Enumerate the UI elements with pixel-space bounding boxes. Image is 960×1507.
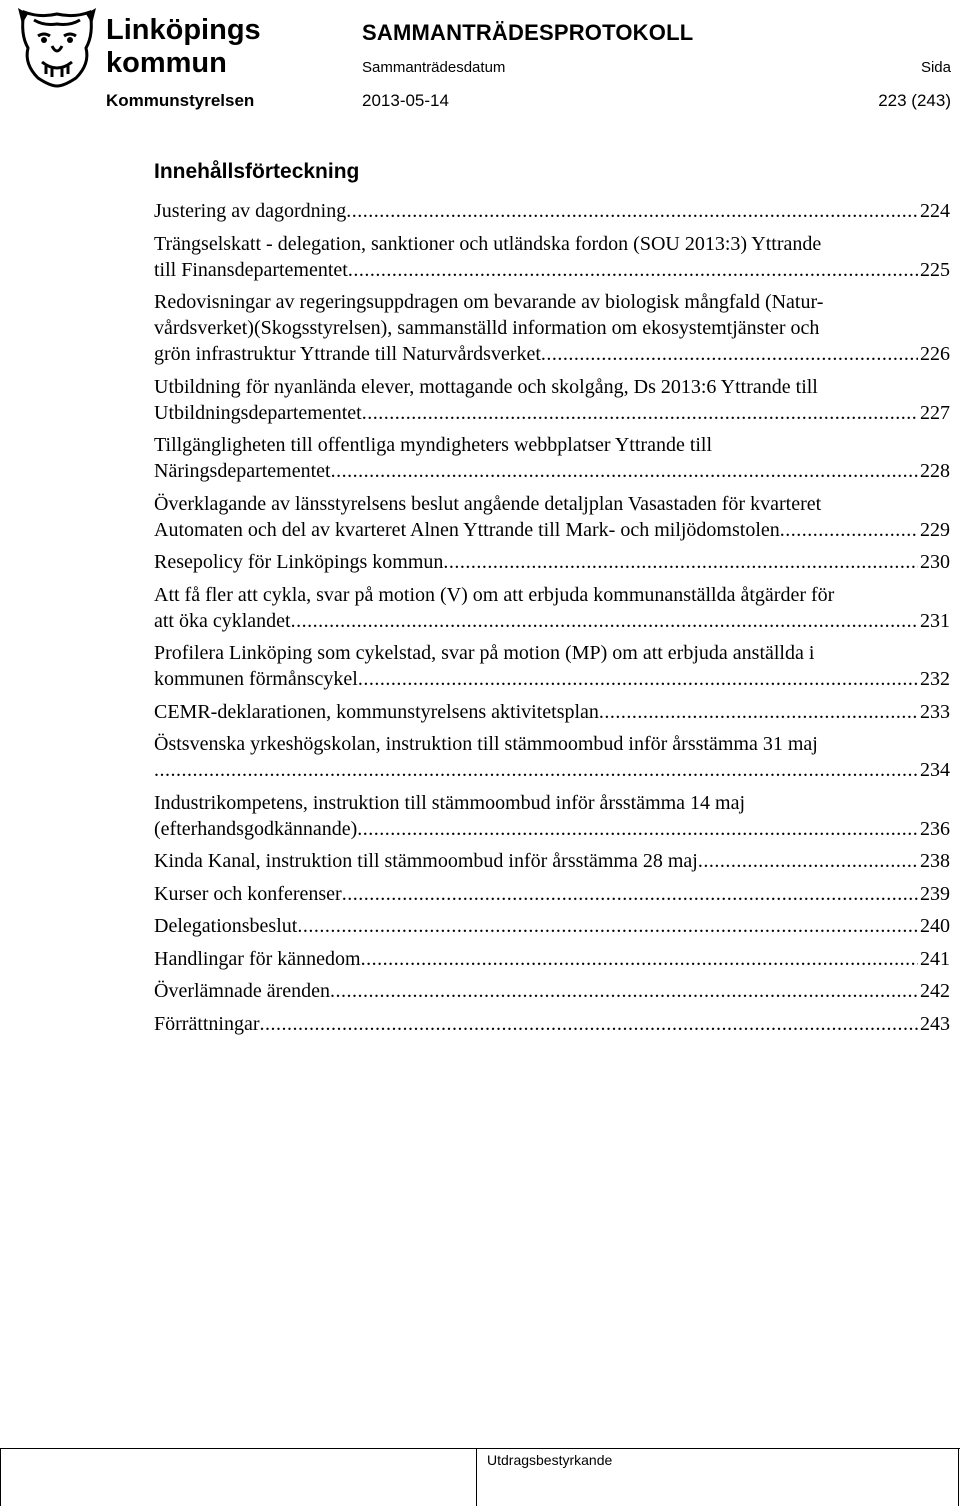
toc-entry-line: Östsvenska yrkeshögskolan, instruktion till stämmoombud inför årsstämma 31 maj	[154, 733, 818, 755]
toc-entry[interactable]	[154, 231, 950, 283]
toc-entry-line: Redovisningar av regeringsuppdragen om bevarande av biologisk mångfald (Natur-	[154, 291, 824, 313]
toc-page-number: 242	[920, 980, 950, 1002]
toc-leader-dots	[260, 1011, 918, 1037]
toc-entry[interactable]	[154, 848, 950, 874]
toc-entry-line: vårdsverket)(Skogsstyrelsen), sammanställd information om ekosystemtjänster och	[154, 317, 820, 339]
toc-entry-line: Automaten och del av kvarteret Alnen Yttrande till Mark- och miljödomstolen	[154, 518, 780, 541]
toc-entry-line: Utbildningsdepartementet	[154, 401, 362, 424]
toc-entry[interactable]	[154, 978, 950, 1004]
toc-entry-line: Profilera Linköping som cykelstad, svar på motion (MP) om att erbjuda anställda i	[154, 642, 815, 664]
toc-entry-line: Överklagande av länsstyrelsens beslut angående detaljplan Vasastaden för kvarteret	[154, 492, 822, 515]
brand-line-1: Linköpings	[106, 14, 261, 46]
toc-entry-line: att öka cyklandet	[154, 609, 291, 632]
toc-entry-line: Utbildning för nyanlända elever, mottagande och skolgång, Ds 2013:6 Yttrande till	[154, 375, 818, 398]
toc-entry-line: Trängselskatt - delegation, sanktioner och utländska fordon (SOU 2013:3) Yttrande	[154, 232, 822, 255]
page-number: 223 (243)	[878, 91, 951, 110]
toc-entry[interactable]	[154, 913, 950, 939]
toc-leader-dots	[361, 946, 918, 972]
page-label: Sida	[920, 59, 951, 76]
toc-page-number: 232	[920, 668, 950, 690]
toc-entry-line: Näringsdepartementet	[154, 460, 331, 482]
toc-entry-line: Tillgängligheten till offentliga myndigheters webbplatser Yttrande till	[154, 434, 713, 456]
toc-entry[interactable]	[154, 549, 950, 575]
toc-entry-last-line	[154, 881, 950, 907]
toc-entry[interactable]	[154, 491, 950, 543]
toc-entry-line: Justering av dagordning	[154, 200, 347, 222]
toc-entry-last-line	[154, 608, 950, 634]
toc-leader-dots	[362, 400, 918, 426]
toc-entry-last-line	[154, 198, 950, 224]
toc-entry[interactable]	[154, 640, 950, 692]
toc-entry[interactable]	[154, 582, 950, 634]
toc-entry-line: Kurser och konferenser	[154, 882, 342, 905]
toc-page-number: 240	[920, 915, 950, 937]
toc-page-number: 226	[920, 343, 950, 365]
toc-entry[interactable]	[154, 374, 950, 426]
toc-leader-dots	[698, 848, 918, 874]
committee-name: Kommunstyrelsen	[106, 91, 255, 110]
footer-border-right	[958, 1448, 959, 1506]
toc-page-number: 243	[920, 1012, 950, 1035]
toc-entry-line: Delegationsbeslut	[154, 915, 298, 937]
toc-entry-last-line	[154, 946, 950, 972]
toc-entry[interactable]	[154, 790, 950, 842]
toc-page-number: 224	[920, 200, 950, 222]
toc-leader-dots	[154, 757, 918, 783]
toc-entry-line: grön infrastruktur Yttrande till Naturvårdsverket	[154, 343, 541, 365]
toc-entry-line: Förrättningar	[154, 1012, 260, 1035]
toc-entry-line: Att få fler att cykla, svar på motion (V) om att erbjuda kommunanställda åtgärder för	[154, 583, 835, 606]
toc-page-number: 225	[920, 258, 950, 281]
toc-heading: Innehållsförteckning	[154, 160, 360, 183]
toc-page-number: 239	[920, 882, 950, 905]
meeting-date: 2013-05-14	[362, 91, 449, 110]
toc-page-number: 238	[920, 850, 950, 872]
toc-entry-last-line	[154, 699, 950, 725]
toc-leader-dots	[331, 458, 918, 484]
toc-leader-dots	[291, 608, 918, 634]
toc-entry[interactable]	[154, 699, 950, 725]
toc-entry-last-line	[154, 757, 950, 783]
date-label: Sammanträdesdatum	[362, 59, 506, 76]
toc-entry[interactable]	[154, 198, 950, 224]
toc-leader-dots	[346, 198, 918, 224]
toc-leader-dots	[780, 517, 918, 543]
toc-entry-line: kommunen förmånscykel	[154, 668, 358, 690]
toc-leader-dots	[357, 816, 918, 842]
toc-entry[interactable]	[154, 731, 950, 783]
toc-page-number: 228	[920, 460, 950, 482]
toc-leader-dots	[358, 666, 918, 692]
toc-entry[interactable]	[154, 432, 950, 484]
toc-entry[interactable]	[154, 1011, 950, 1037]
toc-entry-last-line	[154, 1011, 950, 1037]
toc-entry[interactable]	[154, 881, 950, 907]
document-title: SAMMANTRÄDESPROTOKOLL	[362, 20, 694, 45]
toc-entry-last-line	[154, 341, 950, 367]
toc-entry-last-line	[154, 913, 950, 939]
toc-leader-dots	[599, 699, 918, 725]
certification-label: Utdragsbestyrkande	[487, 1452, 613, 1468]
toc-page-number: 229	[920, 518, 950, 541]
toc-entry-last-line	[154, 848, 950, 874]
toc-entry[interactable]	[154, 946, 950, 972]
toc-entry-line: CEMR-deklarationen, kommunstyrelsens aktivitetsplan	[154, 700, 599, 723]
toc-entry-line: Kinda Kanal, instruktion till stämmoombud inför årsstämma 28 maj	[154, 850, 698, 872]
toc-entry-last-line	[154, 517, 950, 543]
toc-leader-dots	[348, 257, 918, 283]
toc-leader-dots	[297, 913, 918, 939]
toc-entry-last-line	[154, 666, 950, 692]
toc-entry-line: (efterhandsgodkännande)	[154, 817, 358, 840]
toc-entry-line: Handlingar för kännedom	[154, 947, 361, 970]
footer-border-left	[0, 1448, 1, 1506]
toc-entry-last-line	[154, 400, 950, 426]
toc-leader-dots	[541, 341, 918, 367]
toc-page-number: 230	[920, 551, 950, 573]
toc-page-number: 227	[920, 401, 950, 424]
brand-line-2: kommun	[106, 47, 227, 79]
table-of-contents	[154, 198, 950, 1043]
toc-entry-line: Industrikompetens, instruktion till stämmoombud inför årsstämma 14 maj	[154, 791, 746, 814]
toc-page-number: 241	[920, 947, 950, 970]
toc-entry-line: till Finansdepartementet	[154, 258, 348, 281]
toc-leader-dots	[342, 881, 918, 907]
toc-leader-dots	[330, 978, 918, 1004]
toc-entry-last-line	[154, 978, 950, 1004]
toc-entry[interactable]	[154, 289, 950, 367]
toc-entry-last-line	[154, 816, 950, 842]
toc-page-number: 234	[920, 759, 950, 781]
brand-name	[106, 14, 261, 80]
toc-page-number: 231	[920, 609, 950, 632]
toc-entry-line: Resepolicy för Linköpings kommun	[154, 551, 444, 573]
lion-head-icon	[14, 4, 100, 88]
toc-page-number: 233	[920, 700, 950, 723]
toc-entry-last-line	[154, 458, 950, 484]
toc-entry-last-line	[154, 549, 950, 575]
toc-entry-last-line	[154, 257, 950, 283]
toc-page-number: 236	[920, 817, 950, 840]
toc-entry-line: Överlämnade ärenden	[154, 980, 331, 1002]
toc-leader-dots	[443, 549, 918, 575]
